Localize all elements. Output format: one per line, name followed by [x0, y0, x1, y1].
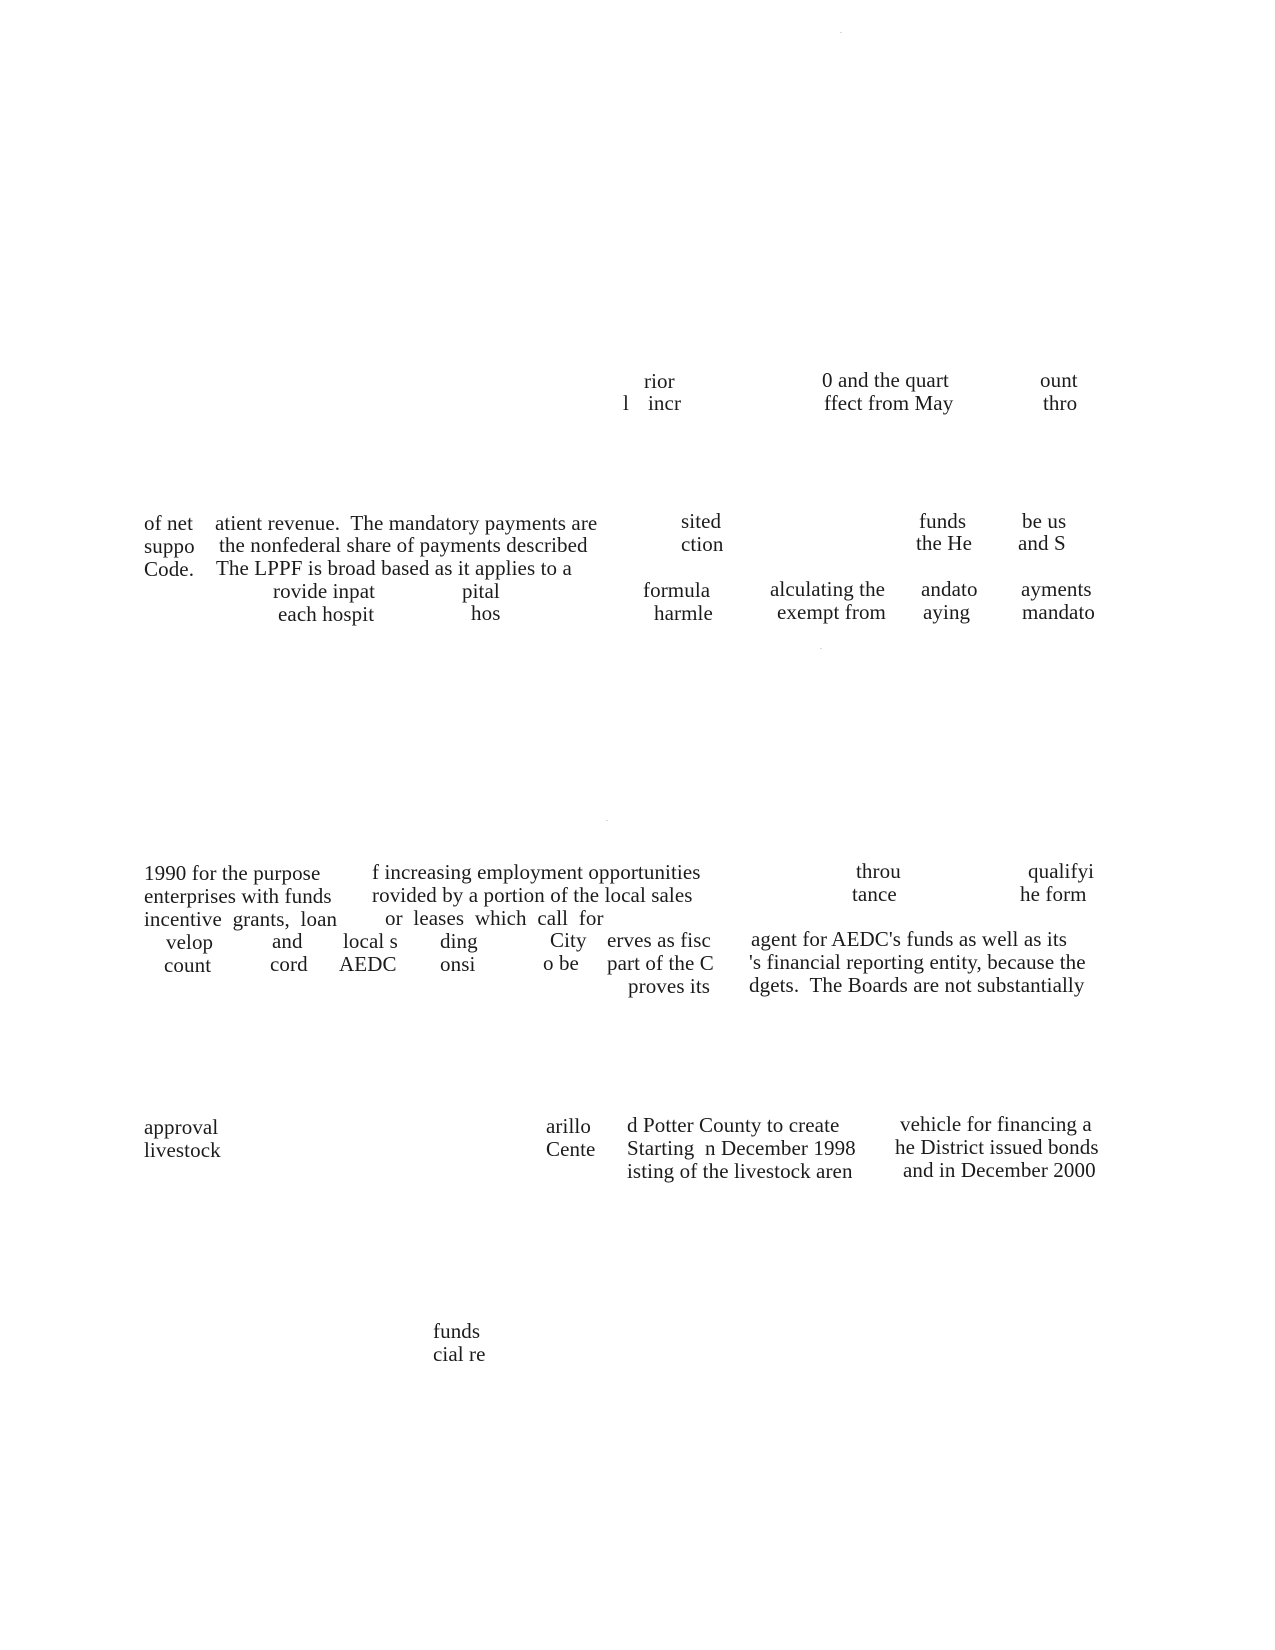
text-fragment: The LPPF is broad based as it applies to a [216, 556, 572, 580]
text-fragment: ffect from May [824, 391, 954, 415]
text-fragment: cord [270, 952, 308, 976]
text-fragment: ount [1040, 368, 1078, 392]
scan-speck [820, 648, 822, 649]
text-fragment: part of the C [607, 951, 714, 975]
text-fragment: enterprises with funds [144, 884, 332, 908]
text-fragment: thro [1043, 391, 1078, 415]
text-fragment: Code. [144, 557, 195, 581]
text-fragment: livestock [144, 1138, 221, 1162]
text-fragment: count [164, 953, 212, 977]
text-fragment: harmle [654, 601, 713, 625]
text-fragment: onsi [440, 952, 476, 976]
text-fragment: he District issued bonds [895, 1135, 1099, 1159]
text-fragment: suppo [144, 534, 195, 558]
text-fragment: cial re [433, 1342, 486, 1366]
text-fragment: agent for AEDC's funds as well as its [751, 927, 1068, 951]
text-fragment: ayments [1021, 577, 1092, 601]
text-fragment: isting of the livestock aren [627, 1159, 853, 1183]
text-fragment: incr [648, 391, 682, 415]
text-fragment: funds [433, 1319, 481, 1343]
text-fragment: rior [644, 369, 675, 393]
text-fragment: andato [921, 577, 978, 601]
text-fragment: proves its [628, 974, 711, 998]
text-fragment: the nonfederal share of payments described [219, 533, 588, 557]
text-fragment: velop [166, 930, 214, 954]
text-fragment: pital [462, 579, 500, 603]
text-fragment: City [550, 928, 587, 952]
text-fragment: AEDC [339, 952, 397, 976]
text-fragment: mandato [1022, 600, 1096, 624]
text-fragment: formula [643, 578, 711, 602]
text-fragment: l [623, 391, 629, 415]
text-fragment: sited [681, 509, 722, 533]
text-fragment: arillo [546, 1114, 591, 1138]
text-fragment: of net [144, 511, 193, 535]
text-fragment: rovide inpat [273, 579, 376, 603]
text-fragment: ding [440, 929, 478, 953]
text-fragment: each hospit [278, 602, 375, 626]
text-fragment: approval [144, 1115, 219, 1139]
scan-speck [840, 32, 842, 33]
text-fragment: hos [471, 601, 501, 625]
text-fragment: o be [543, 951, 579, 975]
text-fragment: and [272, 929, 303, 953]
text-fragment: funds [919, 509, 967, 533]
text-fragment: alculating the [770, 577, 886, 601]
text-fragment: aying [923, 600, 971, 624]
text-fragment: 0 and the quart [822, 368, 949, 392]
text-fragment: atient revenue. The mandatory payments are [215, 511, 598, 535]
text-fragment: local s [343, 929, 398, 953]
text-fragment: and in December 2000 [903, 1158, 1096, 1182]
text-fragment: tance [852, 882, 897, 906]
text-fragment: Starting n December 1998 [627, 1136, 856, 1160]
text-fragment: 's financial reporting entity, because the [749, 950, 1086, 974]
text-fragment: throu [856, 859, 901, 883]
text-fragment: ction [681, 532, 724, 556]
text-fragment: Cente [546, 1137, 596, 1161]
text-fragment: the He [916, 531, 972, 555]
text-fragment: incentive grants, loan [144, 907, 338, 931]
text-fragment: d Potter County to create [627, 1113, 840, 1137]
text-fragment: or leases which call for [385, 906, 604, 930]
text-fragment: he form [1020, 882, 1087, 906]
text-fragment: exempt from [777, 600, 886, 624]
text-fragment: rovided by a portion of the local sales [372, 883, 693, 907]
text-fragment: vehicle for financing a [900, 1112, 1092, 1136]
text-fragment: and S [1018, 531, 1066, 555]
scan-speck [606, 820, 608, 821]
text-fragment: qualifyi [1028, 859, 1095, 883]
text-fragment: erves as fisc [607, 928, 711, 952]
text-fragment: be us [1022, 509, 1067, 533]
text-fragment: dgets. The Boards are not substantially [749, 973, 1085, 997]
text-fragment: f increasing employment opportunities [372, 860, 701, 884]
text-fragment: 1990 for the purpose [144, 861, 321, 885]
